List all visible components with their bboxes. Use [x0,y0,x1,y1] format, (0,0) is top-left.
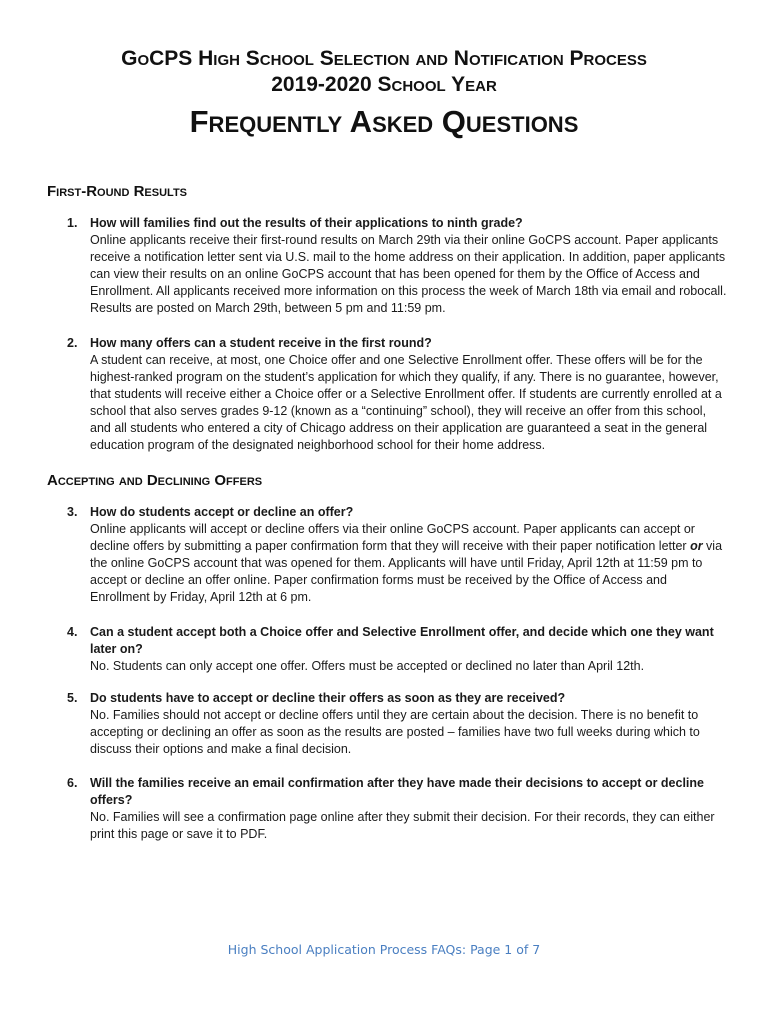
question-text: Can a student accept both a Choice offer and Selective Enrollment offer, and decide which one they want later on? [90,625,714,656]
question-number: 5. [67,691,78,705]
section-heading-first-round: First-Round Results [47,183,188,200]
document-title-faq: Frequently Asked Questions [189,104,579,139]
faq-item-2 [67,335,727,454]
question-text: How will families find out the results of their applications to ninth grade? [90,216,523,230]
answer-text [90,521,727,606]
question-text: Do students have to accept or decline their offers as soon as they are received? [90,691,566,705]
faq-item-6 [67,775,727,843]
answer-text-part-1: Online applicants will accept or decline offers via their online GoCPS account. Paper applicants can accept or decline offers by submitting a paper confirmation form that they will receive with their paper notification letter [90,522,695,553]
answer-emphasis: or [690,539,703,553]
faq-item-4 [67,624,727,675]
faq-item-5 [67,690,727,758]
question-text: Will the families receive an email confirmation after they have made their decisions to accept or decline offers? [90,776,704,807]
question-text: How do students accept or decline an offer? [90,505,354,519]
faq-item-3 [67,504,727,606]
faq-item-1 [67,215,727,317]
question-number: 3. [67,505,78,519]
document-title-line-2: 2019-2020 School Year [271,73,497,96]
answer-text: A student can receive, at most, one Choice offer and one Selective Enrollment offer. These offers will be for the highest-ranked program on the student’s application for which they qualify, if any. There is no guarantee, however, that students will receive either a Choice offer or a Selective Enrollment offer. If students are currently enrolled at a school that also serves grades 9-12 (known as a “continuing” school), they will receive an offer from this school, and all students who entered a city of Chicago address on their application are guaranteed a seat in the general education program of the designated neighborhood school for their home address. [90,353,722,452]
question-number: 6. [67,776,78,790]
answer-text: No. Students can only accept one offer. Offers must be accepted or declined no later than April 12th. [90,659,645,673]
answer-text: No. Families should not accept or decline offers until they are certain about the decision. There is no benefit to accepting or declining an offer as soon as the results are posted – families have two full weeks during which to discuss their options and make a final decision. [90,708,700,756]
question-number: 2. [67,336,78,350]
page-footer: High School Application Process FAQs: Page 1 of 7 [227,942,541,957]
question-text: How many offers can a student receive in the first round? [90,336,432,350]
answer-text-part-2: via the online GoCPS account that was opened for them. Applicants will have until Friday, April 12th at 11:59 pm to accept or decline an offer online. Paper confirmation forms must be received by the Office of Access and Enrollment by Friday, April 12th at 6 pm. [90,539,723,604]
section-heading-accepting-declining: Accepting and Declining Offers [47,472,263,489]
question-number: 1. [67,216,78,230]
answer-text: No. Families will see a confirmation page online after they submit their decision. For their records, they can either print this page or save it to PDF. [90,810,715,841]
question-number: 4. [67,625,78,639]
answer-text: Online applicants receive their first-round results on March 29th via their online GoCPS account. Paper applicants receive a notification letter sent via U.S. mail to the home address on their application. In addition, paper applicants can view their results on an online GoCPS account that has been opened for them by the Office of Access and Enrollment. All applicants received more information on this process the week of March 18th via email and robocall. Results are posted on March 29th, between 5 pm and 11:59 pm. [90,233,727,315]
document-title-line-1: GoCPS High School Selection and Notification Process [121,47,647,70]
